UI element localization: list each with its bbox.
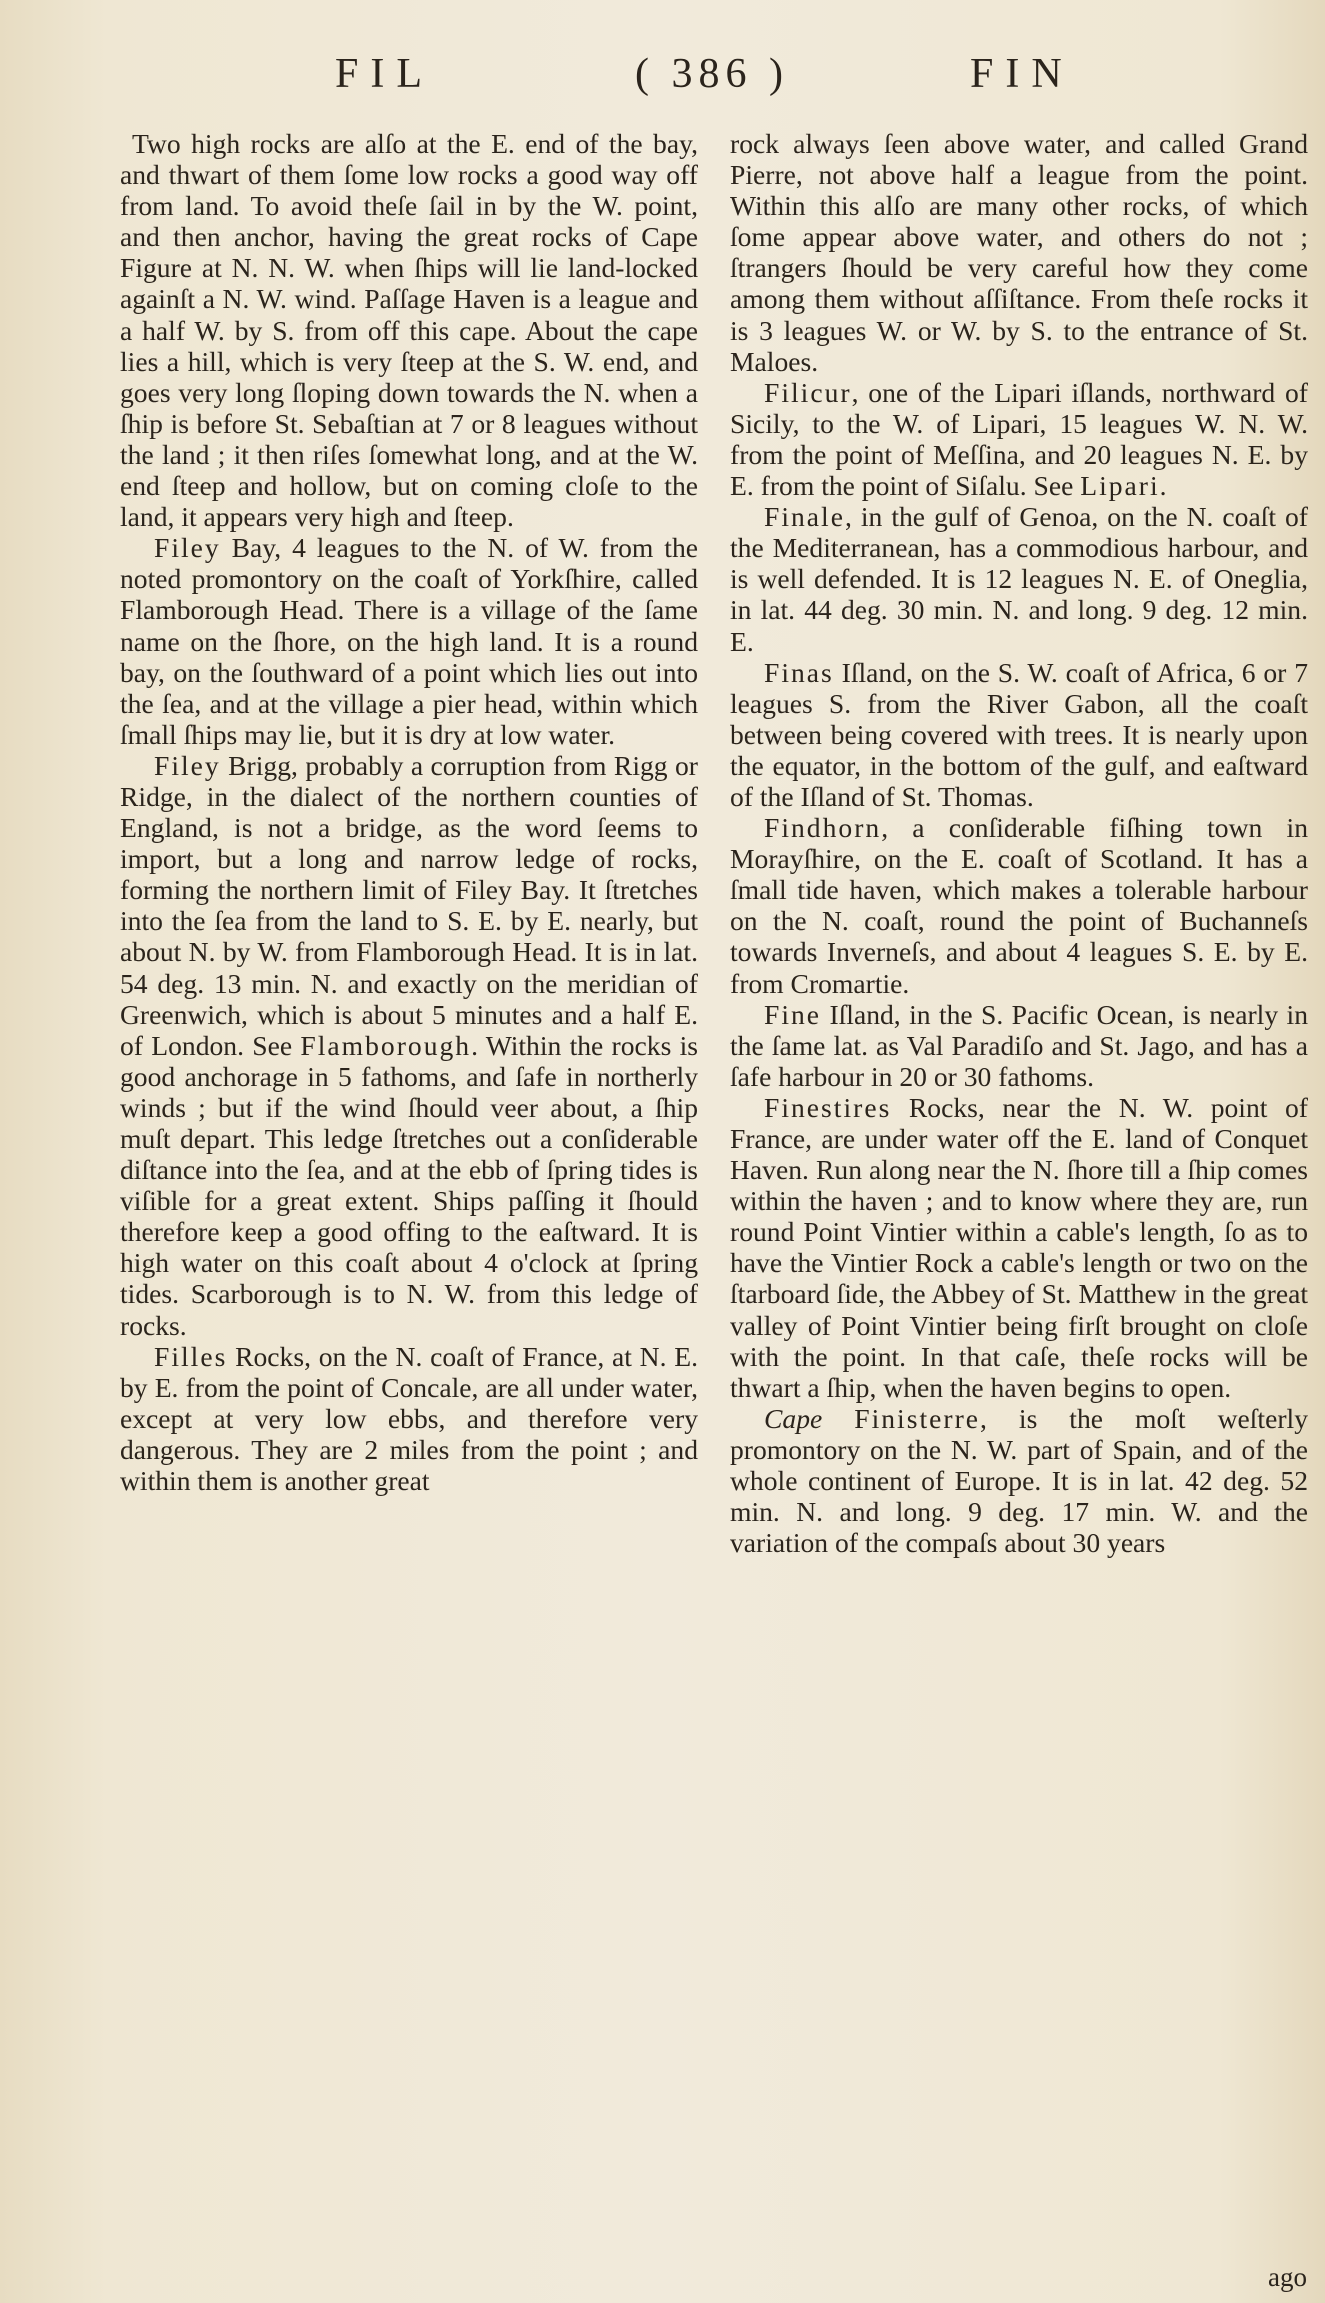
entry-paragraph [730, 501, 1308, 656]
entry-body: Rocks, near the N. W. point of France, are under water off the E. land of Conquet Haven. Run along near the N. ſhore till a ſhip comes within the haven ; and to know where they are, run round Point Vintier within a cable's length, ſo as to have the Vintier Rock a cable's length or two on the ſtarboard ſide, the Abbey of St. Matthew in the great valley of Point Vintier being firſt brought on cloſe with the point. In that caſe, theſe rocks will be thwart a ſhip, when the haven begins to open. [730, 1091, 1308, 1403]
entry-paragraph [730, 1403, 1308, 1558]
entry-prefix: Cape [764, 1402, 823, 1434]
entry-body: , a conſiderable fiſhing town in Morayſhire, on the E. coaſt of Scotland. It has a ſmall tide haven, which makes a tolerable harbour on the N. coaſt, round the point of Buchanneſs towards Inverneſs, and about 4 leagues S. E. by E. from Cromartie. [730, 812, 1308, 999]
entry-body: , one of the Lipari iſlands, northward of Sicily, to the W. of Lipari, 15 leagues W. N. W. from the point of Meſſina, and 20 leagues N. E. by E. from the point of Siſalu. See [730, 376, 1308, 502]
entry-paragraph [120, 750, 698, 1341]
entry-term: Finale [764, 501, 845, 533]
left-column [120, 128, 698, 1496]
entry-term: Filicur [764, 376, 852, 408]
running-header [120, 50, 1310, 110]
entry-body: Two high rocks are alſo at the E. end of the bay, and thwart of them ſome low rocks a good way off from land. To avoid theſe ſail in by the W. point, and then anchor, having the great rocks of Cape Figure at N. N. W. when ſhips will lie land-locked againſt a N. W. wind. Paſſage Haven is a league and a half W. by S. from off this cape. About the cape lies a hill, which is very ſteep at the S. W. end, and goes very long ſloping down towards the N. when a ſhip is before St. Sebaſtian at 7 or 8 leagues without the land ; it then riſes ſomewhat long, and at the W. end ſteep and hollow, but on coming cloſe to the land, it appears very high and ſteep. [120, 128, 698, 533]
entry-term: Filles [154, 1340, 228, 1372]
entry-body: , is the moſt weſterly promontory on the N. W. part of Spain, and of the whole continent of Europe. It is in lat. 42 deg. 52 min. N. and long. 9 deg. 17 min. W. and the variation of the compaſs about 30 years [730, 1402, 1308, 1559]
entry-term: Finestires [764, 1091, 892, 1123]
header-right-word: FIN [970, 51, 1074, 97]
entry-body: , in the gulf of Genoa, on the N. coaſt of the Mediterranean, has a commodious harbour, and is well defended. It is 12 leagues N. E. of Oneglia, in lat. 44 deg. 30 min. N. and long. 9 deg. 12 min. E. [730, 501, 1308, 657]
entry-term: Findhorn [764, 812, 882, 844]
entry-term: Filey [154, 532, 221, 564]
entry-term: Finas [764, 656, 834, 688]
right-column [730, 128, 1308, 1558]
entry-paragraph [120, 532, 698, 750]
entry-paragraph [730, 1092, 1308, 1403]
entry-paragraph [730, 657, 1308, 812]
entry-body: Bay, 4 leagues to the N. of W. from the noted promontory on the coaſt of Yorkſhire, called Flamborough Head. There is a village of the ſame name on the ſhore, on the high land. It is a round bay, on the ſouthward of a point which lies out into the ſea, and at the village a pier head, within which ſmall ſhips may lie, but it is dry at low water. [120, 532, 698, 750]
entry-term: Finisterre [854, 1402, 981, 1434]
entry-body-tail: . Within the rocks is good anchorage in 5 fathoms, and ſafe in northerly winds ; but if the wind ſhould veer about, a ſhip muſt depart. This ledge ſtretches out a conſiderable diſtance into the ſea, and at the ebb of ſpring tides is viſible for a great extent. Ships paſſing it ſhould therefore keep a good offing to the eaſtward. It is high water on this coaſt about 4 o'clock at ſpring tides. Scarborough is to N. W. from this ledge of rocks. [120, 1029, 698, 1341]
entry-body: Iſland, in the S. Pacific Ocean, is nearly in the ſame lat. as Val Paradiſo and St. Jago, and has a ſafe harbour in 20 or 30 fathoms. [730, 998, 1308, 1092]
entry-paragraph [730, 999, 1308, 1092]
entry-body: rock always ſeen above water, and called Grand Pierre, not above half a league from the point. Within this alſo are many other rocks, of which ſome appear above water, and others do not ; ſtrangers ſhould be very careful how they come among them without aſſiſtance. From theſe rocks it is 3 leagues W. or W. by S. to the entrance of St. Maloes. [730, 128, 1308, 377]
cross-reference: Flamborough [300, 1029, 472, 1061]
entry-paragraph [730, 377, 1308, 501]
entry-paragraph [730, 812, 1308, 999]
entry-body: Brigg, probably a corruption from Rigg or Ridge, in the dialect of the northern counties of England, is not a bridge, as the word ſeems to import, but a long and narrow ledge of rocks, forming the northern limit of Filey Bay. It ſtretches into the ſea from the land to S. E. by E. nearly, but about N. by W. from Flamborough Head. It is in lat. 54 deg. 13 min. N. and exactly on the meridian of Greenwich, which is about 5 minutes and a half E. of London. See [120, 749, 698, 1061]
entry-body: Iſland, on the S. W. coaſt of Africa, 6 or 7 leagues S. from the River Gabon, all the coaſt between being covered with trees. It is nearly upon the equator, in the bottom of the gulf, and eaſtward of the Iſland of St. Thomas. [730, 656, 1308, 812]
entry-paragraph [120, 1341, 698, 1496]
page-number: ( 386 ) [635, 51, 789, 97]
entry-term: Fine [764, 998, 822, 1030]
entry-paragraph [730, 128, 1308, 377]
entry-body-tail: . [1159, 470, 1167, 502]
entry-paragraph [120, 128, 698, 532]
catchword: ago [1268, 2262, 1307, 2292]
cross-reference: Lipari [1080, 470, 1160, 502]
entry-term: Filey [154, 749, 221, 781]
entry-body: Rocks, on the N. coaſt of France, at N. E. by E. from the point of Concale, are all under water, except at very low ebbs, and therefore very dangerous. They are 2 miles from the point ; and within them is another great [120, 1340, 698, 1497]
header-left-word: FIL [335, 51, 434, 97]
